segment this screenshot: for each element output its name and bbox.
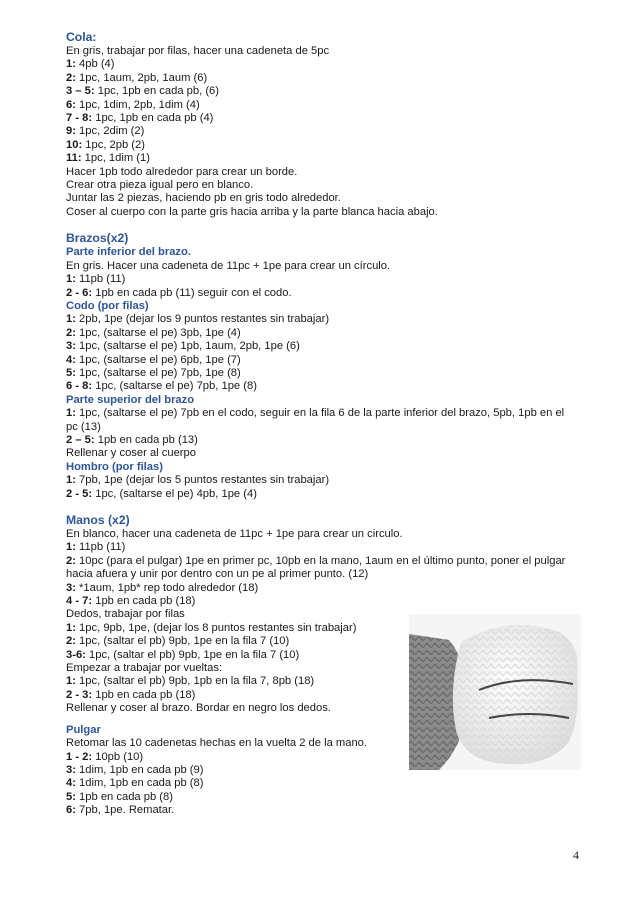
cola-row: 1: 4pb (4): [66, 58, 115, 71]
hombro-title: Hombro (por filas): [66, 460, 163, 473]
codo-row: 3: 1pc, (saltarse el pe) 1pb, 1aum, 2pb, 1pe (6): [66, 340, 300, 353]
cola-note: Coser al cuerpo con la parte gris hacia arriba y la parte blanca hacia abajo.: [66, 205, 438, 218]
cola-row: 10: 1pc, 2pb (2): [66, 138, 145, 151]
manos-intro: En blanco, hacer una cadeneta de 11pc + 1pe para crear un circulo.: [66, 528, 403, 540]
pulgar-title: Pulgar: [66, 723, 101, 736]
codo-title: Codo (por filas): [66, 299, 149, 312]
cola-row: 6: 1pc, 1dim, 2pb, 1dim (4): [66, 98, 200, 111]
cola-rows: [66, 58, 578, 165]
page-number: 4: [573, 848, 579, 862]
dedos-row: 2: 1pc, (saltar el pb) 9pb, 1pe en la fila 7 (10): [66, 635, 290, 648]
pulgar-row: 5: 1pb en cada pb (8): [66, 790, 173, 803]
pulgar-row: 4: 1dim, 1pb en cada pb (8): [66, 777, 204, 790]
cola-note: Crear otra pieza igual pero en blanco.: [66, 179, 254, 192]
brazo-superior-row: 2 – 5: 1pb en cada pb (13): [66, 433, 198, 446]
vueltas-row: 2 - 3: 1pb en cada pb (18): [66, 688, 196, 701]
brazo-inferior-row: 1: 11pb (11): [66, 273, 126, 286]
manos-row: 1: 11pb (11): [66, 541, 126, 554]
cola-title: Cola:: [66, 30, 97, 44]
vueltas-row: 1: 1pc, (saltar el pb) 9pb, 1pb en la fila 7, 8pb (18): [66, 675, 315, 688]
manos-row: 3: *1aum, 1pb* rep todo alrededor (18): [66, 581, 259, 594]
manos-note: Rellenar y coser al brazo. Bordar en negro los dedos.: [66, 702, 331, 715]
vueltas-label: Empezar a trabajar por vueltas:: [66, 662, 223, 675]
pulgar-row: 1 - 2: 10pb (10): [66, 750, 144, 763]
codo-row: 6 - 8: 1pc, (saltarse el pe) 7pb, 1pe (8): [66, 380, 257, 393]
pulgar-row: 3: 1dim, 1pb en cada pb (9): [66, 763, 204, 776]
hombro-row: 2 - 5: 1pc, (saltarse el pe) 4pb, 1pe (4): [66, 487, 257, 500]
brazo-superior-row: 1: 1pc, (saltarse el pe) 7pb en el codo, seguir en la fila 6 de la parte inferior del brazo, 5pb, 1pb en el pc (13): [66, 407, 565, 433]
brazos-title: Brazos(x2): [66, 231, 129, 246]
brazo-inferior-title: Parte inferior del brazo.: [66, 246, 191, 259]
manos-title: Manos (x2): [66, 513, 130, 527]
pulgar-intro: Retomar las 10 cadenetas hechas en la vuelta 2 de la mano.: [66, 737, 368, 750]
dedos-label: Dedos, trabajar por filas: [66, 608, 185, 621]
cola-row: 2: 1pc, 1aum, 2pb, 1aum (6): [66, 71, 208, 84]
crochet-hand-illustration: [409, 614, 581, 770]
brazo-superior-note: Rellenar y coser al cuerpo: [66, 447, 196, 460]
hombro-row: 1: 7pb, 1pe (dejar los 5 puntos restantes sin trabajar): [66, 474, 330, 487]
cola-row: 11: 1pc, 1dim (1): [66, 152, 150, 165]
cola-row: 7 - 8: 1pc, 1pb en cada pb (4): [66, 112, 214, 125]
dedos-row: 3-6: 1pc, (saltar el pb) 9pb, 1pe en la fila 7 (10): [66, 648, 300, 661]
pulgar-row: 6: 7pb, 1pe. Rematar.: [66, 804, 175, 817]
brazo-inferior-intro: En gris. Hacer una cadeneta de 11pc + 1pe para crear un círculo.: [66, 259, 391, 272]
cola-row: 3 – 5: 1pc, 1pb en cada pb, (6): [66, 85, 219, 98]
brazo-inferior-row: 2 - 6: 1pb en cada pb (11) seguir con el codo.: [66, 286, 292, 299]
codo-row: 5: 1pc, (saltarse el pe) 7pb, 1pe (8): [66, 366, 241, 379]
codo-row: 2: 1pc, (saltarse el pe) 3pb, 1pe (4): [66, 326, 241, 339]
cola-intro: En gris, trabajar por filas, hacer una cadeneta de 5pc: [66, 45, 330, 57]
dedos-row: 1: 1pc, 9pb, 1pe, (dejar los 8 puntos restantes sin trabajar): [66, 621, 357, 634]
brazo-superior-title: Parte superior del brazo: [66, 393, 195, 406]
codo-row: 1: 2pb, 1pe (dejar los 9 puntos restantes sin trabajar): [66, 313, 330, 326]
cola-row: 9: 1pc, 2dim (2): [66, 125, 145, 138]
manos-row: 2: 10pc (para el pulgar) 1pe en primer pc, 10pb en la mano, 1aum en el último punto, poner el pulgar hacia afuera y unir por dentro con un pe al primer punto. (12): [66, 554, 566, 581]
cola-note: Hacer 1pb todo alrededor para crear un borde.: [66, 165, 298, 178]
manos-row: 4 - 7: 1pb en cada pb (18): [66, 595, 196, 608]
cola-note: Juntar las 2 piezas, haciendo pb en gris todo alrededor.: [66, 192, 341, 205]
codo-row: 4: 1pc, (saltarse el pe) 6pb, 1pe (7): [66, 353, 241, 366]
crochet-hand-photo: [409, 614, 581, 770]
